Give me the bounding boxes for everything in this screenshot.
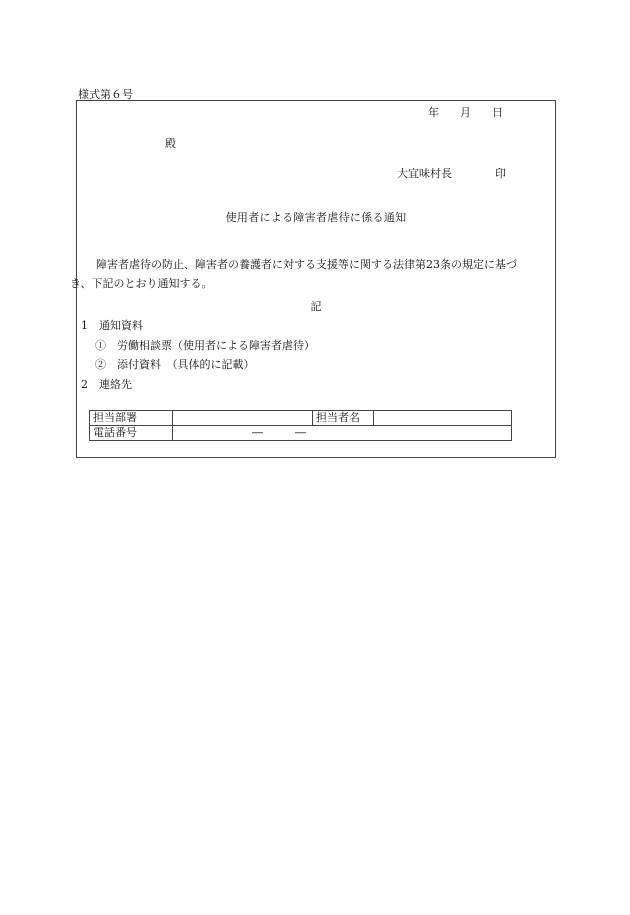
department-label: 担当部署: [90, 411, 173, 426]
body-line-1: 障害者虐待の防止、障害者の養護者に対する支援等に関する法律第23条の規定に基づ: [96, 258, 517, 271]
contact-table: [89, 410, 512, 441]
contact-row-department: [90, 411, 512, 426]
date-month: 月: [460, 106, 471, 119]
section-1-item-2: ② 添付資料 （具体的に記載）: [95, 358, 255, 371]
notification-frame: [70, 100, 556, 458]
date-year: 年: [428, 106, 439, 119]
sender-name: 大宜味村長: [397, 167, 452, 180]
phone-field[interactable]: [173, 426, 512, 441]
department-field[interactable]: [173, 411, 313, 426]
person-label: 担当者名: [313, 411, 374, 426]
date-line: [428, 104, 503, 120]
body-paragraph: [70, 255, 551, 293]
contact-row-phone: [90, 426, 512, 441]
person-field[interactable]: [374, 411, 512, 426]
addressee: 殿: [165, 137, 176, 150]
document-title: 使用者による障害者虐待に係る通知: [225, 211, 407, 224]
phone-label: 電話番号: [90, 426, 173, 441]
form-number: 様式第６号: [78, 88, 133, 101]
date-day: 日: [492, 106, 503, 119]
memo-heading: 記: [310, 300, 322, 313]
phone-separator-1: ―: [252, 426, 263, 439]
section-1-item-1: ① 労働相談票（使用者による障害者虐待）: [95, 339, 315, 352]
section-1-heading: 1 通知資料: [81, 319, 143, 332]
phone-separator-2: ―: [295, 426, 306, 439]
body-line-2: き、下記のとおり通知する。: [70, 277, 213, 290]
seal-mark: 印: [495, 167, 506, 180]
section-2-heading: 2 連絡先: [81, 378, 132, 391]
